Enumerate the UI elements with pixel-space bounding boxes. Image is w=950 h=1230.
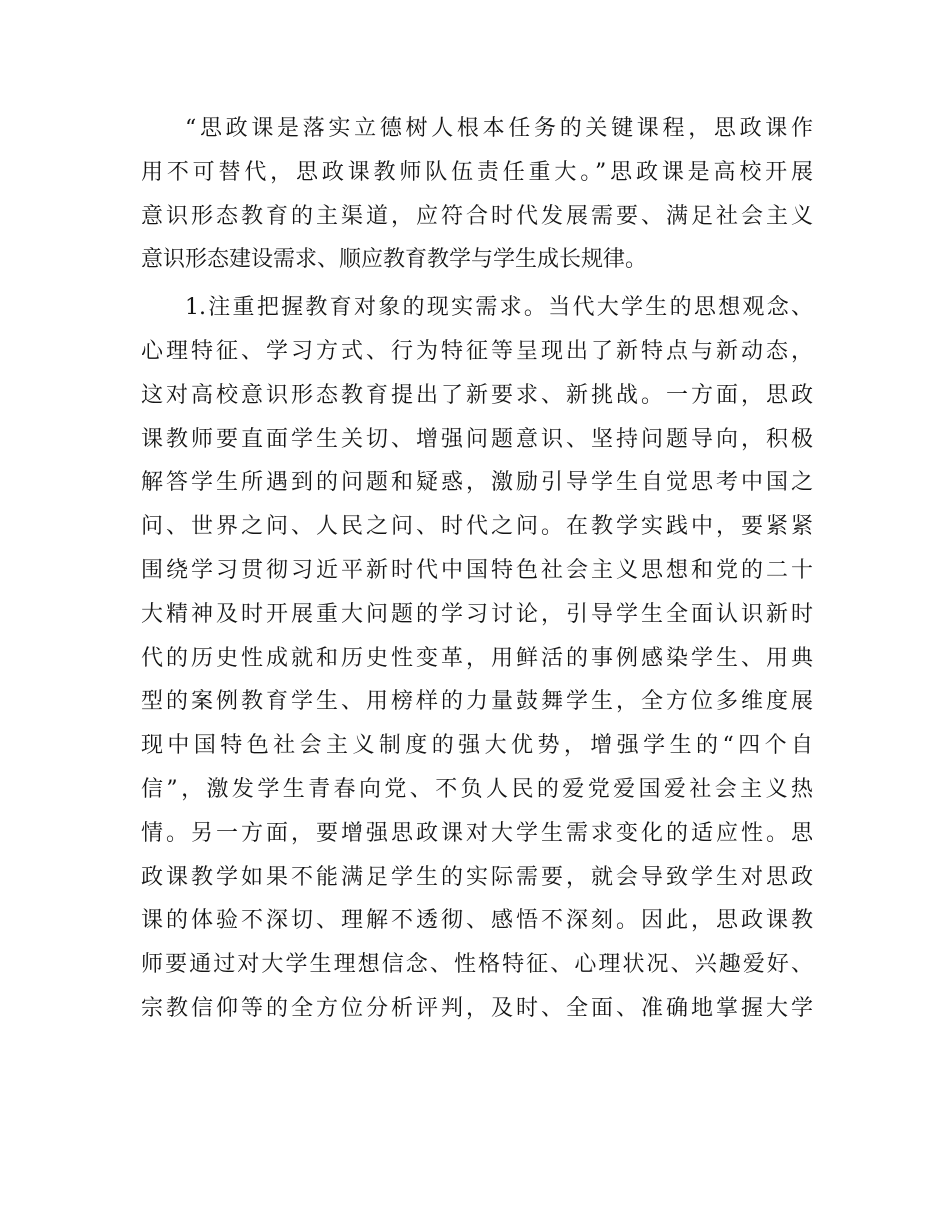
text-line: “思政课是落实立德树人根本任务的关键课程，思政课作	[185, 116, 813, 141]
text-line: 问、世界之问、人民之问、时代之问。在教学实践中，要紧紧	[141, 514, 813, 540]
paragraph-section-1	[141, 292, 813, 1024]
text-line: 宗教信仰等的全方位分析评判，及时、全面、准确地掌握大学	[141, 995, 813, 1021]
paragraph-intro	[141, 113, 813, 275]
text-line: 课的体验不深切、理解不透彻、感悟不深刻。因此，思政课教	[141, 908, 813, 934]
text-line: 用不可替代，思政课教师队伍责任重大。”思政课是高校开展	[141, 159, 813, 185]
text-line: 师要通过对大学生理想信念、性格特征、心理状况、兴趣爱好、	[141, 952, 813, 978]
text-line: 意识形态建设需求、顺应教育教学与学生成长规律。	[141, 247, 648, 273]
text-line: 围绕学习贯彻习近平新时代中国特色社会主义思想和党的二十	[141, 557, 813, 583]
body-text	[141, 113, 813, 1037]
text-line: 大精神及时开展重大问题的学习讨论，引导学生全面认识新时	[141, 601, 813, 627]
text-line: 这对高校意识形态教育提出了新要求、新挑战。一方面，思政	[141, 382, 813, 408]
text-line: 解答学生所遇到的问题和疑惑，激励引导学生自觉思考中国之	[141, 470, 813, 496]
text-line: 信”，激发学生青春向党、不负人民的爱党爱国爱社会主义热	[141, 776, 813, 802]
text-line: 课教师要直面学生关切、增强问题意识、坚持问题导向，积极	[141, 426, 813, 452]
text-line: 现中国特色社会主义制度的强大优势，增强学生的“四个自	[141, 733, 813, 759]
text-line: 意识形态教育的主渠道，应符合时代发展需要、满足社会主义	[141, 203, 813, 229]
text-line: 政课教学如果不能满足学生的实际需要，就会导致学生对思政	[141, 864, 813, 890]
text-line: 心理特征、学习方式、行为特征等呈现出了新特点与新动态，	[141, 338, 813, 364]
text-line: 代的历史性成就和历史性变革，用鲜活的事例感染学生、用典	[141, 645, 813, 671]
text-line: 情。另一方面，要增强思政课对大学生需求变化的适应性。思	[141, 820, 813, 846]
text-line: 1.注重把握教育对象的现实需求。当代大学生的思想观念、	[185, 295, 813, 321]
text-line: 型的案例教育学生、用榜样的力量鼓舞学生，全方位多维度展	[141, 689, 813, 715]
